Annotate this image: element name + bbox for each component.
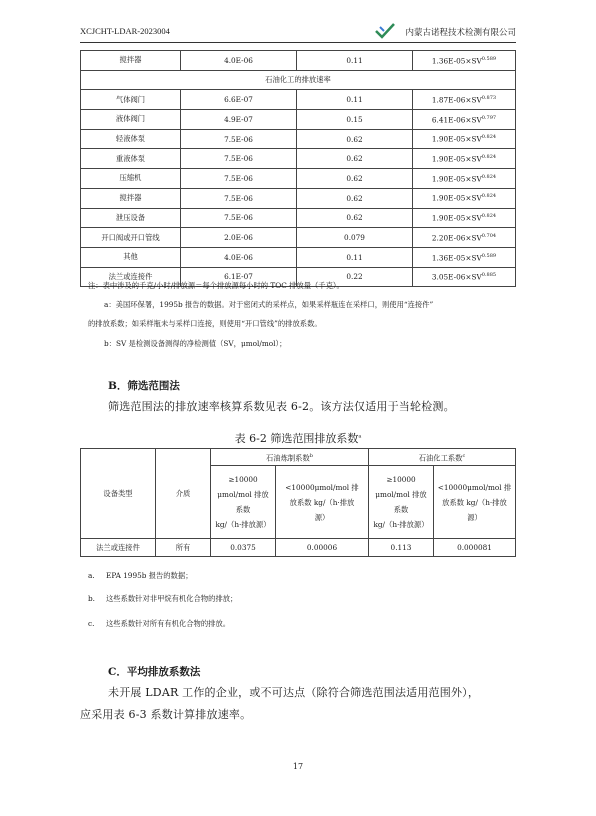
- value-cell: 0.62: [297, 169, 413, 189]
- table-row: [81, 247, 516, 267]
- value-cell: 0.62: [297, 129, 413, 149]
- value-cell: 0.11: [297, 51, 413, 71]
- screening-range-table: [80, 448, 516, 557]
- table-row: [81, 539, 516, 557]
- equipment-cell: 液体阀门: [81, 110, 181, 130]
- section-title: 石油化工的排放速率: [81, 70, 516, 90]
- company-logo-icon: [374, 22, 396, 40]
- footnote: b. 这些系数针对非甲烷有机化合物的排放；: [88, 594, 238, 603]
- value-cell: 0.11: [297, 90, 413, 110]
- formula-cell: $1.36E-05\times SV^{0.589}$: [413, 51, 516, 71]
- sub-ge-refining: ≥10000 μmol/mol 排放 系数 kg/（h·排放源）: [211, 466, 276, 539]
- equipment-cell: 泄压设备: [81, 208, 181, 228]
- value-cell: 0.000081: [434, 539, 516, 557]
- group-refining: 石油炼制系数$^b$: [211, 449, 369, 466]
- equipment-cell: 搅拌器: [81, 188, 181, 208]
- value-cell: 0.11: [297, 247, 413, 267]
- footnote: c. 这些系数针对所有有机化合物的排放。: [88, 619, 231, 628]
- value-cell: 7.5E-06: [181, 129, 297, 149]
- value-cell: 0.0375: [211, 539, 276, 557]
- formula-cell: $1.87E-06\times SV^{0.873}$: [413, 90, 516, 110]
- value-cell: 7.5E-06: [181, 169, 297, 189]
- table-row: [81, 228, 516, 248]
- value-cell: 7.5E-06: [181, 188, 297, 208]
- value-cell: 7.5E-06: [181, 208, 297, 228]
- section-c-text-line1: 未开展 LDAR 工作的企业，或不可达点（除符合筛选范围法适用范围外），: [108, 686, 480, 699]
- value-cell: 0.113: [369, 539, 434, 557]
- equipment-cell: 气体阀门: [81, 90, 181, 110]
- doc-code: XCJCHT-LDAR-2023004: [80, 26, 170, 36]
- col-equipment-type: 设备类型: [81, 449, 156, 539]
- table-section-row: [81, 70, 516, 90]
- value-cell: 4.9E-07: [181, 110, 297, 130]
- medium-cell: 所有: [156, 539, 211, 557]
- value-cell: 0.00006: [276, 539, 369, 557]
- equipment-cell: 搅拌器: [81, 51, 181, 71]
- table-note: 注：表中涉及的千克/小时/排放源＝每个排放源每小时的 TOC 排放量（千克）。: [88, 281, 344, 290]
- equipment-cell: 开口阀或开口管线: [81, 228, 181, 248]
- value-cell: 4.0E-06: [181, 247, 297, 267]
- table-row: [81, 208, 516, 228]
- table-header-row: [81, 449, 516, 466]
- formula-cell: $1.90E-05\times SV^{0.824}$: [413, 149, 516, 169]
- formula-cell: $3.05E-06\times SV^{0.885}$: [413, 267, 516, 287]
- value-cell: 2.0E-06: [181, 228, 297, 248]
- table-row: [81, 110, 516, 130]
- value-cell: 7.5E-06: [181, 149, 297, 169]
- section-c-text-line2: 应采用表 6-3 系数计算排放速率。: [80, 708, 252, 721]
- table-row: [81, 169, 516, 189]
- page-header: [80, 22, 516, 43]
- table-note: 的排放系数；如采样瓶未与采样口连接，则使用“开口管线”的排放系数。: [88, 319, 322, 328]
- footnote: a. EPA 1995b 报告的数据；: [88, 571, 193, 580]
- emission-rate-table: [80, 50, 516, 287]
- value-cell: 4.0E-06: [181, 51, 297, 71]
- value-cell: 0.079: [297, 228, 413, 248]
- formula-cell: $2.20E-06\times SV^{0.704}$: [413, 228, 516, 248]
- company-name: 内蒙古诺程技术检测有限公司: [405, 28, 516, 38]
- table-row: [81, 51, 516, 71]
- table-row: [81, 90, 516, 110]
- section-b-heading: B．筛选范围法: [108, 380, 180, 392]
- table-note: b：SV 是检测设备测得的净检测值（SV，μmol/mol）；: [104, 339, 287, 348]
- value-cell: 6.1E-07: [181, 267, 297, 287]
- formula-cell: $1.90E-05\times SV^{0.824}$: [413, 129, 516, 149]
- col-medium: 介质: [156, 449, 211, 539]
- equipment-cell: 轻液体泵: [81, 129, 181, 149]
- value-cell: 0.62: [297, 188, 413, 208]
- page-number: 17: [292, 762, 304, 771]
- formula-cell: $6.41E-06\times SV^{0.797}$: [413, 110, 516, 130]
- sub-lt-refining: <10000μmol/mol 排 放系数 kg/（h·排放 源）: [276, 466, 369, 539]
- value-cell: 6.6E-07: [181, 90, 297, 110]
- value-cell: 0.62: [297, 208, 413, 228]
- equipment-cell: 重液体泵: [81, 149, 181, 169]
- equipment-cell: 压缩机: [81, 169, 181, 189]
- table-note: a：美国环保署，1995b 报告的数据。对于密闭式的采样点，如果采样瓶连在采样口，则使用“连接件”: [104, 300, 434, 309]
- formula-cell: $1.90E-05\times SV^{0.824}$: [413, 188, 516, 208]
- sub-lt-petrochem: <10000μmol/mol 排 放系数 kg/（h·排放 源）: [434, 466, 516, 539]
- section-c-heading: C．平均排放系数法: [108, 666, 201, 678]
- table-row: [81, 188, 516, 208]
- table-row: [81, 129, 516, 149]
- group-petrochem: 石油化工系数$^c$: [369, 449, 516, 466]
- formula-cell: $1.90E-05\times SV^{0.824}$: [413, 169, 516, 189]
- equipment-cell: 法兰或连接件: [81, 539, 156, 557]
- value-cell: 0.15: [297, 110, 413, 130]
- formula-cell: $1.90E-05\times SV^{0.824}$: [413, 208, 516, 228]
- value-cell: 0.62: [297, 149, 413, 169]
- formula-cell: $1.36E-05\times SV^{0.589}$: [413, 247, 516, 267]
- value-cell: 0.22: [297, 267, 413, 287]
- equipment-cell: 其他: [81, 247, 181, 267]
- section-b-text: 筛选范围法的排放速率核算系数见表 6-2。该方法仅适用于当轮检测。: [108, 400, 455, 413]
- table-row: [81, 149, 516, 169]
- table2-caption: 表 6-2 筛选范围排放系数$^a$: [234, 432, 362, 445]
- sub-ge-petrochem: ≥10000 μmol/mol 排放 系数 kg/（h·排放源）: [369, 466, 434, 539]
- equipment-cell: 法兰或连接件: [81, 267, 181, 287]
